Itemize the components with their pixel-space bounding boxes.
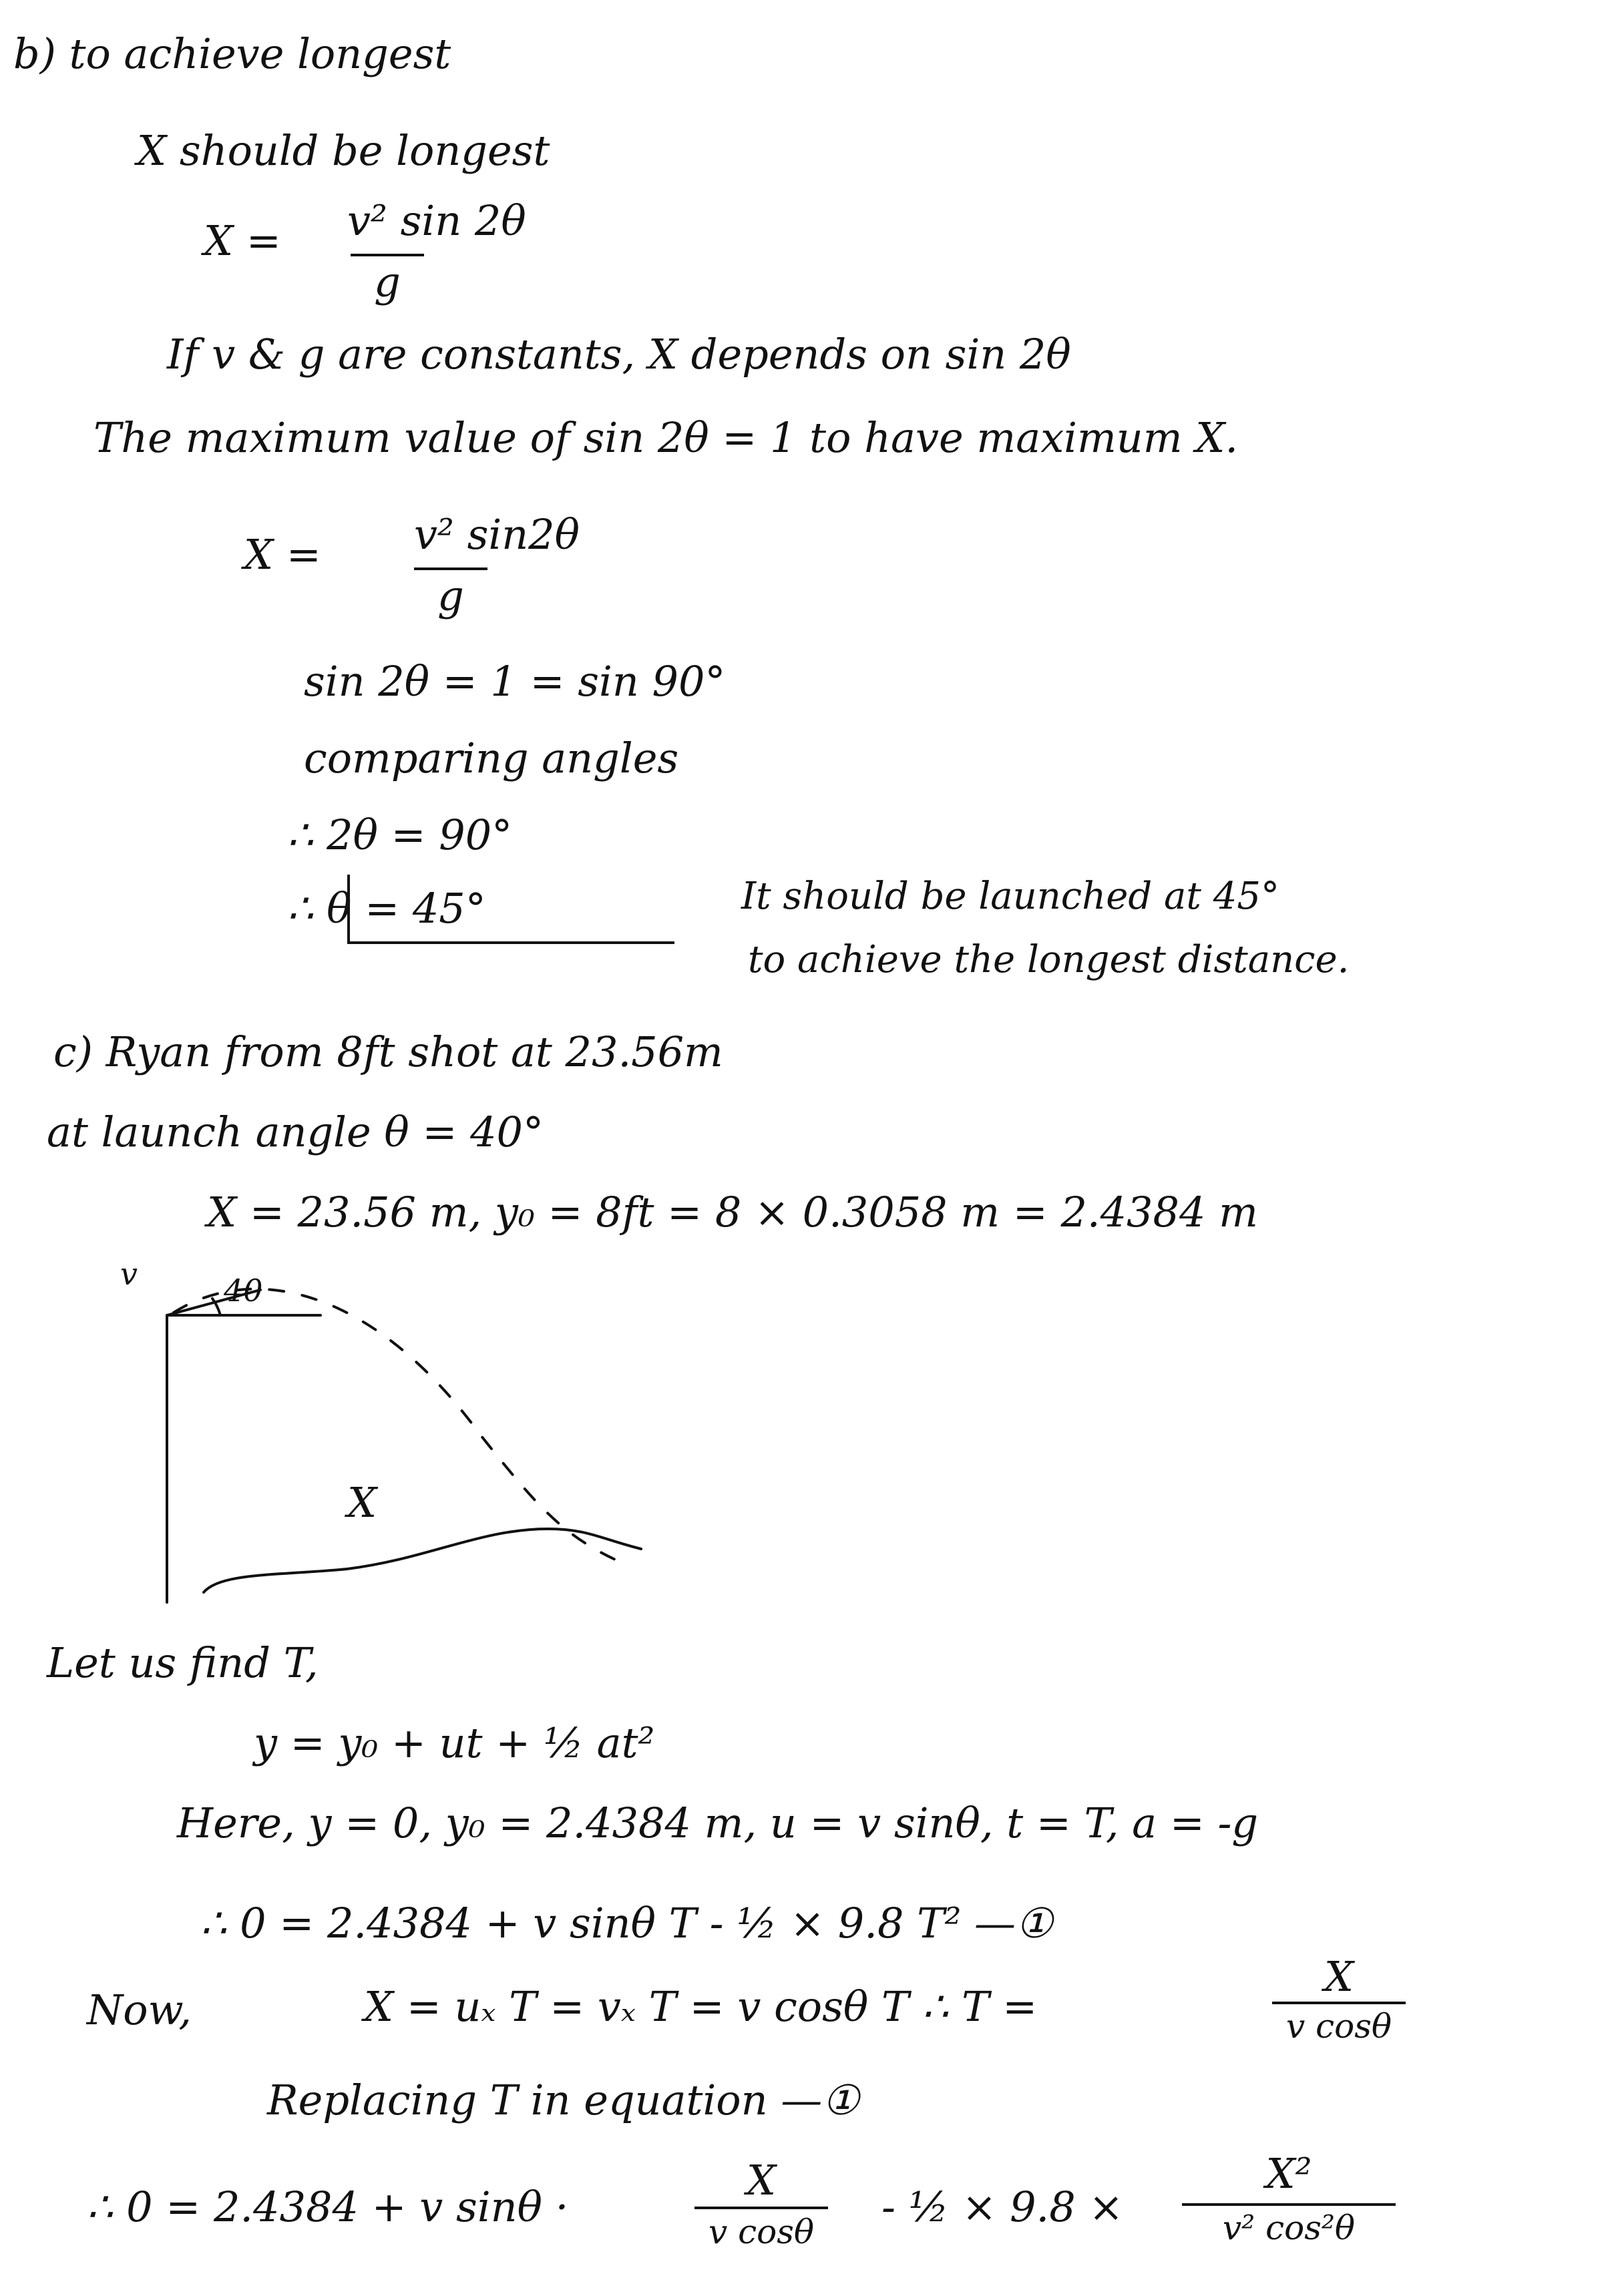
range-label: X xyxy=(347,1478,377,1527)
part-c-line-9-numerator-1: X xyxy=(746,2156,777,2205)
part-b-eq2-numerator: v² sin2θ xyxy=(414,510,580,559)
part-b-line-4: sin 2θ = 1 = sin 90° xyxy=(304,657,726,706)
part-b-heading: b) to achieve longest xyxy=(13,29,451,78)
ground-line xyxy=(204,1529,641,1592)
velocity-label: v xyxy=(120,1256,138,1292)
part-c-line-2: X = 23.56 m, y₀ = 8ft = 8 × 0.3058 m = 2.4384 m xyxy=(207,1188,1258,1236)
part-b-line-3: The maximum value of sin 2θ = 1 to have maximum X. xyxy=(93,413,1239,462)
part-c-line-1: at launch angle θ = 40° xyxy=(47,1108,544,1156)
part-b-eq2-lhs: X = xyxy=(244,530,321,579)
part-b-eq1-lhs: X = xyxy=(204,216,281,265)
part-c-line-5: Here, y = 0, y₀ = 2.4384 m, u = v sinθ, t = T, a = -g xyxy=(177,1799,1259,1847)
part-c-t-bar xyxy=(1272,2002,1406,2004)
trajectory-path xyxy=(174,1289,621,1562)
part-b-eq2-denominator: g xyxy=(437,571,464,620)
part-c-line-9-start: ∴ 0 = 2.4384 + v sinθ · xyxy=(87,2183,569,2231)
part-c-line-3: Let us find T, xyxy=(47,1638,319,1687)
part-b-result: ∴ θ = 45° xyxy=(287,884,486,933)
part-c-line-9-numerator-2: X² xyxy=(1265,2149,1312,2198)
part-b-line-2: If v & g are constants, X depends on sin 2θ xyxy=(167,330,1071,379)
part-b-note-1: It should be launched at 45° xyxy=(741,875,1279,918)
part-b-note-2: to achieve the longest distance. xyxy=(748,938,1350,981)
part-c-line-9-bar-1 xyxy=(694,2207,828,2209)
part-c-line-6: ∴ 0 = 2.4384 + v sinθ T - ½ × 9.8 T² —① xyxy=(200,1899,1053,1947)
part-c-line-7: X = uₓ T = vₓ T = v cosθ T ∴ T = xyxy=(364,1982,1038,2031)
part-b-line-6: ∴ 2θ = 90° xyxy=(287,811,513,859)
part-c-line-9-denominator-2: v² cos²θ xyxy=(1222,2209,1356,2247)
part-b-eq1-denominator: g xyxy=(374,258,401,306)
part-c-line-9-middle: - ½ × 9.8 × xyxy=(881,2183,1124,2231)
part-c-t-numerator: X xyxy=(1324,1952,1354,2001)
part-c-line-8: Replacing T in equation —① xyxy=(267,2076,859,2124)
part-c-line-9-bar-2 xyxy=(1182,2203,1396,2206)
part-c-heading: c) Ryan from 8ft shot at 23.56m xyxy=(53,1027,723,1076)
part-c-now-label: Now, xyxy=(87,1986,192,2034)
part-c-line-4: y = y₀ + ut + ½ at² xyxy=(254,1718,655,1767)
angle-label: 40 xyxy=(224,1273,263,1309)
part-c-line-9-denominator-1: v cosθ xyxy=(708,2213,814,2251)
part-b-line-1: X should be longest xyxy=(137,126,550,175)
part-b-line-5: comparing angles xyxy=(304,734,679,782)
part-c-t-denominator: v cosθ xyxy=(1285,2007,1392,2046)
part-b-eq1-numerator: v² sin 2θ xyxy=(347,196,526,245)
